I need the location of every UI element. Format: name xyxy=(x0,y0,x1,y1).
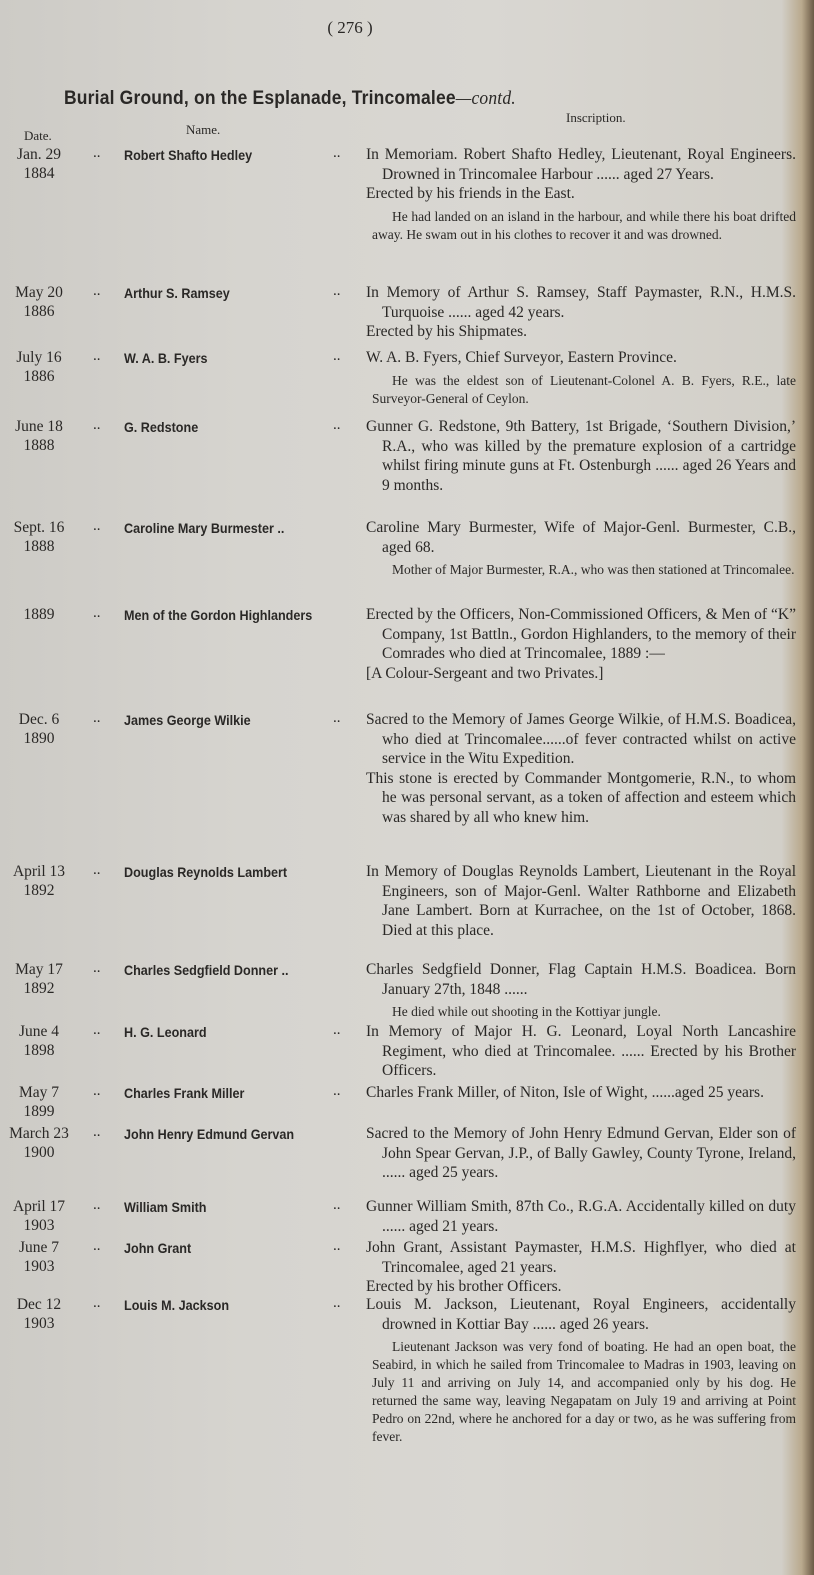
entry-name: Caroline Mary Burmester .. xyxy=(124,520,285,536)
entry-name: Arthur S. Ramsey xyxy=(124,285,230,301)
inscription-line: Louis M. Jackson, Lieutenant, Royal Engineers, accidentally drowned in Kottiar Bay ...... aged 26 years. xyxy=(366,1296,796,1333)
leader-dots: .. xyxy=(333,1083,341,1099)
inscription-line: In Memory of Major H. G. Leonard, Loyal North Lancashire Regiment, who died at Trincomalee. ...... Erected by his Brother Officers. xyxy=(366,1023,796,1079)
header-date: Date. xyxy=(24,128,52,143)
header-name: Name. xyxy=(186,122,221,137)
entry-name: H. G. Leonard xyxy=(124,1024,207,1040)
leader-dots: .. xyxy=(93,518,101,534)
entry-name: Robert Shafto Hedley xyxy=(124,147,253,163)
inscription-line: This stone is erected by Commander Montgomerie, R.N., to whom he was personal servant, as a token of affection and esteem which was shared by all who knew him. xyxy=(366,769,796,826)
entry-date: March 23 1900 xyxy=(9,1125,69,1161)
entry-inscription xyxy=(366,1124,796,1183)
leader-dots: .. xyxy=(93,1295,101,1311)
entry-date: May 20 1886 xyxy=(15,284,63,320)
entry-inscription xyxy=(366,348,796,408)
entry-name: Douglas Reynolds Lambert xyxy=(124,864,288,880)
entry-inscription xyxy=(366,710,796,827)
leader-dots: .. xyxy=(93,605,101,621)
leader-dots: .. xyxy=(93,862,101,878)
leader-dots: .. xyxy=(93,960,101,976)
page-title: Burial Ground, on the Esplanade, Trincomalee—contd. xyxy=(64,88,516,109)
leader-dots: .. xyxy=(333,1238,341,1254)
entry-date: Sept. 16 1888 xyxy=(13,519,65,555)
leader-dots: .. xyxy=(93,1238,101,1254)
entry-name: Louis M. Jackson xyxy=(124,1297,230,1313)
leader-dots: .. xyxy=(333,348,341,364)
entry-date: May 17 1892 xyxy=(15,961,63,997)
entry-date: Dec 12 1903 xyxy=(16,1296,62,1332)
entry-name: John Grant xyxy=(124,1240,192,1256)
inscription-line: John Grant, Assistant Paymaster, H.M.S. Highflyer, who died at Trincomalee, aged 21 years. xyxy=(366,1239,796,1276)
inscription-line: Erected by the Officers, Non-Commissioned Officers, & Men of “K” Company, 1st Battln., Gordon Highlanders, to the memory of their Comrades who died at Trincomalee, 1889 :— xyxy=(366,606,796,662)
entry-note: Lieutenant Jackson was very fond of boating. He had an open boat, the Seabird, in which he sailed from Trincomalee to Madras in 1903, leaving on July 11 and arriving on July 14, and accompanied only by his dog. He returned the same way, leaving Negapatam on July 19 and arriving at Point Pedro on 22nd, where he anchored for a day or two, as he was suffering from fever. xyxy=(372,1339,796,1444)
entry-date: July 16 1886 xyxy=(16,349,62,385)
entry-inscription xyxy=(366,862,796,940)
leader-dots: .. xyxy=(93,417,101,433)
header-inscription: Inscription. xyxy=(566,110,626,125)
inscription-line: Erected by his friends in the East. xyxy=(366,185,575,202)
entry-date: Dec. 6 1890 xyxy=(18,711,60,747)
leader-dots: .. xyxy=(93,1197,101,1213)
inscription-line: In Memoriam. Robert Shafto Hedley, Lieutenant, Royal Engineers. Drowned in Trincomalee Harbour ...... aged 27 Years. xyxy=(366,146,796,183)
leader-dots: .. xyxy=(333,1022,341,1038)
inscription-line: Erected by his Shipmates. xyxy=(366,323,527,340)
leader-dots: .. xyxy=(93,348,101,364)
entry-name: W. A. B. Fyers xyxy=(124,350,208,366)
entry-name: William Smith xyxy=(124,1199,207,1215)
entry-name: Charles Frank Miller xyxy=(124,1085,245,1101)
inscription-line: Charles Sedgfield Donner, Flag Captain H.M.S. Boadicea. Born January 27th, 1848 ...... xyxy=(366,961,796,998)
entry-date: Jan. 29 1884 xyxy=(17,146,61,182)
leader-dots: .. xyxy=(333,1197,341,1213)
leader-dots: .. xyxy=(333,710,341,726)
entry-inscription xyxy=(366,283,796,342)
inscription-line: In Memory of Arthur S. Ramsey, Staff Paymaster, R.N., H.M.S. Turquoise ...... aged 42 years. xyxy=(366,284,796,321)
inscription-line: Gunner William Smith, 87th Co., R.G.A. Accidentally killed on duty ...... aged 21 years. xyxy=(366,1198,796,1235)
inscription-line: Sacred to the Memory of John Henry Edmund Gervan, Elder son of John Spear Gervan, J.P., of Bally Gawley, County Tyrone, Ireland, ...... aged 25 years. xyxy=(366,1125,796,1181)
entry-inscription xyxy=(366,1083,796,1103)
inscription-line: In Memory of Douglas Reynolds Lambert, Lieutenant in the Royal Engineers, son of Major-Genl. Walter Rathborne and Elizabeth Jane Lambert. Born at Kurrachee, on the 1st of October, 1868. Died at this place. xyxy=(366,863,796,939)
leader-dots: .. xyxy=(93,1022,101,1038)
entry-note: He died while out shooting in the Kottiyar jungle. xyxy=(392,1004,661,1019)
inscription-line: Charles Frank Miller, of Niton, Isle of Wight, ......aged 25 years. xyxy=(366,1084,764,1101)
entry-date: May 7 1899 xyxy=(18,1084,60,1120)
entry-inscription xyxy=(366,1238,796,1297)
entry-name: G. Redstone xyxy=(124,419,199,435)
entry-name: Men of the Gordon Highlanders xyxy=(124,607,313,623)
entry-name: John Henry Edmund Gervan xyxy=(124,1126,295,1142)
leader-dots: .. xyxy=(93,283,101,299)
entry-name: James George Wilkie xyxy=(124,712,251,728)
entry-inscription xyxy=(366,960,796,1021)
entry-date: June 18 1888 xyxy=(15,418,63,454)
entry-note: Mother of Major Burmester, R.A., who was then stationed at Trincomalee. xyxy=(392,562,795,577)
leader-dots: .. xyxy=(93,1083,101,1099)
inscription-line: Erected by his brother Officers. xyxy=(366,1278,562,1295)
leader-dots: .. xyxy=(93,145,101,161)
leader-dots: .. xyxy=(333,283,341,299)
entry-date: April 17 1903 xyxy=(12,1198,66,1234)
entry-note: He was the eldest son of Lieutenant-Colonel A. B. Fyers, R.E., late Surveyor-General of Ceylon. xyxy=(372,372,796,406)
entry-inscription xyxy=(366,145,796,244)
leader-dots: .. xyxy=(333,417,341,433)
entry-note: He had landed on an island in the harbour, and while there his boat drifted away. He swam out in his clothes to recover it and was drowned. xyxy=(372,208,796,242)
inscription-line: Caroline Mary Burmester, Wife of Major-Genl. Burmester, C.B., aged 68. xyxy=(366,519,796,556)
leader-dots: .. xyxy=(333,1295,341,1311)
entry-inscription xyxy=(366,417,796,495)
inscription-line: [A Colour-Sergeant and two Privates.] xyxy=(366,664,604,682)
page-number: ( 276 ) xyxy=(327,18,373,37)
entry-date: June 4 1898 xyxy=(18,1023,60,1059)
entry-inscription xyxy=(366,1197,796,1236)
entry-name: Charles Sedgfield Donner .. xyxy=(124,962,289,978)
inscription-line: Sacred to the Memory of James George Wilkie, of H.M.S. Boadicea, who died at Trincomalee......of fever contracted whilst on active service in the Witu Expedition. xyxy=(366,711,796,767)
inscription-line: Gunner G. Redstone, 9th Battery, 1st Brigade, ‘Southern Division,’ R.A., who was killed by the premature explosion of a cartridge whilst firing minute guns at Ft. Ostenburgh ...... aged 26 Years and 9 months. xyxy=(366,418,796,494)
entry-inscription xyxy=(366,605,796,683)
leader-dots: .. xyxy=(93,1124,101,1140)
inscription-line: W. A. B. Fyers, Chief Surveyor, Eastern Province. xyxy=(366,349,677,366)
entry-date: June 7 1903 xyxy=(18,1239,60,1275)
leader-dots: .. xyxy=(93,710,101,726)
entry-inscription xyxy=(366,518,796,579)
entry-inscription xyxy=(366,1295,796,1446)
entry-date: 1889 xyxy=(23,606,55,623)
leader-dots: .. xyxy=(333,145,341,161)
entry-date: April 13 1892 xyxy=(12,863,66,899)
entry-inscription xyxy=(366,1022,796,1081)
